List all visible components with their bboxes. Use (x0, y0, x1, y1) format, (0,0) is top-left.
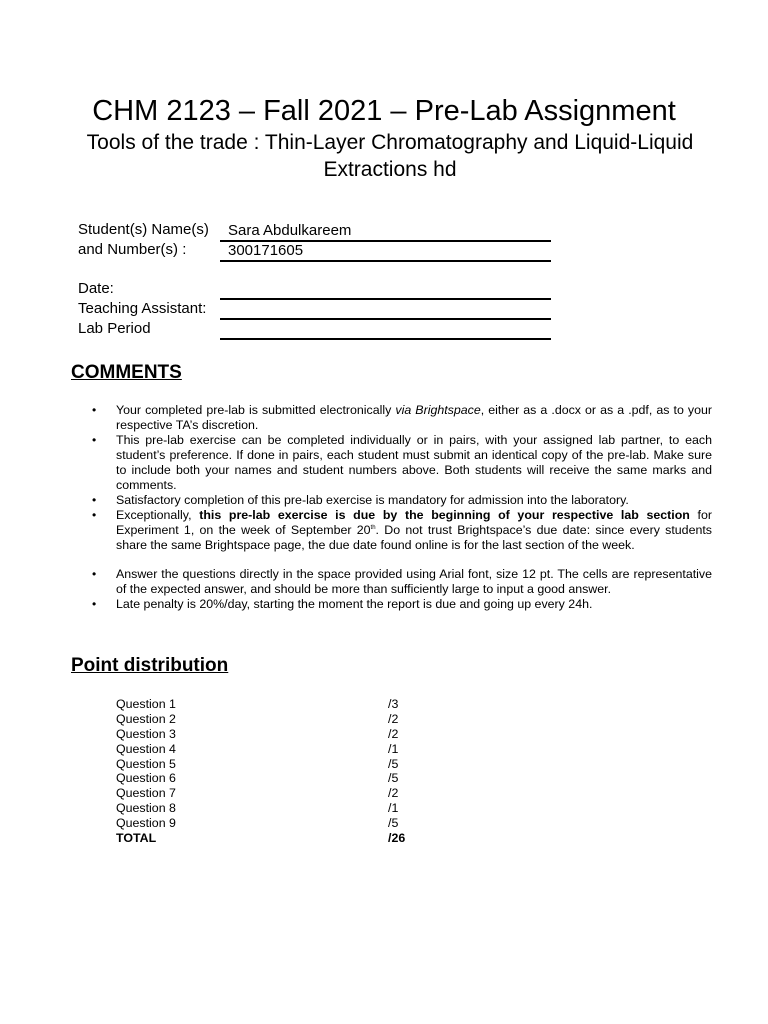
table-row: Question 2 /2 (116, 711, 399, 726)
bullet-icon: • (92, 403, 97, 417)
table-row: Question 5 /5 (116, 756, 399, 771)
page-subtitle: Tools of the trade : Thin-Layer Chromatography and Liquid-Liquid Extractions hd (86, 131, 694, 181)
comments-heading: COMMENTS (71, 362, 182, 383)
student-name-label: Student(s) Name(s) (78, 221, 209, 238)
teaching-assistant-label: Teaching Assistant: (78, 300, 207, 317)
list-item: • Satisfactory completion of this pre-lab exercise is mandatory for admission into the laboratory. (92, 493, 629, 507)
lab-period-field[interactable] (220, 320, 551, 340)
comments-list (0, 403, 768, 612)
student-name-value: Sara Abdulkareem (228, 222, 352, 239)
list-item: • Late penalty is 20%/day, starting the moment the report is due and going up every 24h. (92, 597, 593, 611)
bullet-icon: • (92, 493, 97, 507)
list-item: • Exceptionally, this pre-lab exercise is due by the beginning of your respective lab section for Experiment 1, on the week of September 20th. Do not trust Brightspace’s due date: since every students share the same Brightspace page, the due date found online is for the last section of the week. (92, 508, 712, 552)
bullet-icon: • (92, 597, 97, 611)
point-distribution-table (116, 697, 436, 846)
list-item: • This pre-lab exercise can be completed individually or in pairs, with your assigned lab partner, to each student’s preference. If done in pairs, each student must submit an identical copy of the pre-lab. Make sure to include both your names and student numbers above. Both students will receive the same marks and comments. (92, 433, 712, 492)
date-field[interactable] (220, 280, 551, 300)
table-row: Question 4 /1 (116, 741, 399, 756)
table-row: Question 7 /2 (116, 786, 399, 801)
table-row-total: TOTAL /26 (116, 831, 406, 846)
page-title: CHM 2123 – Fall 2021 – Pre-Lab Assignment (92, 95, 676, 127)
date-label: Date: (78, 280, 114, 297)
table-row: Question 9 /5 (116, 816, 399, 831)
list-item: • Your completed pre-lab is submitted electronically via Brightspace, either as a .docx or as a .pdf, as to your respective TA’s discretion. (92, 403, 713, 432)
point-distribution-heading: Point distribution (71, 655, 229, 676)
bullet-icon: • (92, 433, 97, 447)
bullet-icon: • (92, 567, 97, 581)
table-row: Question 8 /1 (116, 801, 399, 816)
list-item: • Answer the questions directly in the space provided using Arial font, size 12 pt. The cells are representative of the expected answer, and should be more than sufficiently large to input a good answer. (92, 567, 712, 596)
student-number-value: 300171605 (228, 242, 304, 259)
student-number-label: and Number(s) : (78, 241, 187, 258)
table-row: Question 6 /5 (116, 771, 399, 786)
lab-period-label: Lab Period (78, 320, 151, 337)
table-row: Question 1 /3 (116, 697, 399, 711)
table-row: Question 3 /2 (116, 726, 399, 741)
teaching-assistant-field[interactable] (220, 300, 551, 320)
bullet-icon: • (92, 508, 97, 522)
